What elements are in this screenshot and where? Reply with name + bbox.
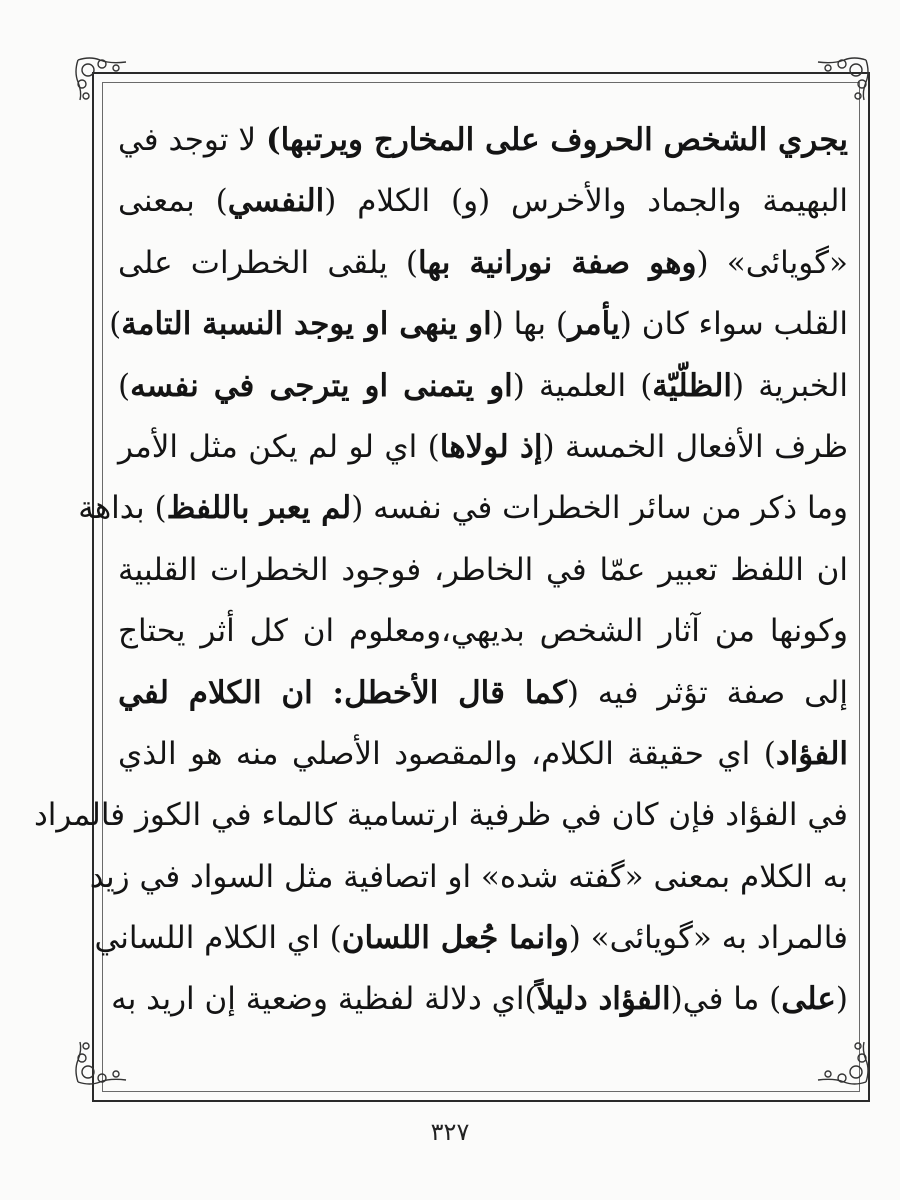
- text-segment: ) اي حقيقة الكلام، والمقصود الأصلي منه هو الذي: [118, 735, 776, 772]
- text-line: [118, 417, 848, 478]
- text-segment: ) العلمية (: [512, 367, 653, 404]
- bold-segment: يجري الشخص الحروف على المخارج ويرتبها): [265, 122, 848, 158]
- text-segment: إلى صفة تؤثر فيه (: [566, 674, 848, 711]
- bold-segment: الفؤاد دليلاً: [536, 981, 671, 1018]
- text-segment: وما ذكر من سائر الخطرات في نفسه (: [351, 490, 848, 527]
- text-line: [118, 233, 848, 294]
- text-line: [118, 110, 848, 171]
- bold-segment: وهو صفة نورانية بها: [418, 244, 697, 281]
- bold-segment: يأمر: [567, 306, 620, 343]
- text-segment: ): [109, 306, 122, 343]
- text-segment: ان اللفظ تعبير عمّا في الخاطر، فوجود الخطرات القلبية: [118, 551, 848, 588]
- bold-segment: الظلّيّة: [652, 367, 733, 404]
- bold-segment: لم يعبر باللفظ: [166, 490, 352, 527]
- text-line: [111, 969, 848, 1030]
- bold-segment: او ينهى او يوجد النسبة التامة: [121, 306, 492, 343]
- bold-segment: او يتمنى او يترجى في نفسه: [130, 367, 513, 404]
- text-line: [109, 294, 848, 355]
- bold-segment: الفؤاد: [775, 735, 848, 772]
- text-line: [78, 478, 848, 539]
- text-segment: ) بداهة: [78, 490, 167, 527]
- corner-ornament-top-right-icon: [804, 52, 874, 102]
- bold-segment: وانما جُعل اللسان: [341, 920, 569, 957]
- text-segment: ) ما في(: [670, 981, 782, 1018]
- text-segment: لا توجد في: [117, 122, 266, 158]
- text-segment: ) يلقى الخطرات على: [118, 244, 419, 281]
- text-segment: «گويائى» (: [696, 244, 848, 281]
- text-segment: ظرف الأفعال الخمسة (: [542, 428, 848, 465]
- text-segment: البهيمة والجماد والأخرس (و) الكلام (: [324, 183, 848, 220]
- corner-ornament-bottom-right-icon: [804, 1040, 874, 1090]
- text-line: [118, 724, 848, 785]
- text-line: [118, 356, 848, 417]
- page-number: ٣٢٧: [430, 1118, 470, 1146]
- text-segment: وكونها من آثار الشخص بديهي،ومعلوم ان كل أثر يحتاج: [118, 613, 848, 650]
- bold-segment: النفسي: [227, 183, 325, 220]
- text-segment: ): [118, 367, 131, 404]
- text-segment: به الكلام بمعنى «گفته شده» او اتصافية مثل السواد في زيد: [89, 858, 848, 895]
- text-segment: في الفؤاد فإن كان في ظرفية ارتسامية كالماء في الكوز فالمراد: [33, 797, 848, 834]
- text-segment: (: [835, 981, 848, 1018]
- text-segment: ) بها (: [491, 306, 568, 343]
- text-line: [118, 601, 848, 662]
- text-segment: )اي دلالة لفظية وضعية إن اريد به: [111, 981, 537, 1018]
- arabic-body-text: [33, 110, 848, 1031]
- text-segment: ) اي الكلام اللساني: [94, 920, 342, 957]
- text-segment: ) بمعنى: [118, 183, 228, 220]
- text-line: [118, 171, 848, 232]
- bold-segment: كما قال الأخطل: ان الكلام لفي: [118, 674, 567, 711]
- text-line: [33, 785, 848, 846]
- text-segment: فالمراد به «گويائى» (: [568, 920, 848, 957]
- bold-segment: إذ لولاها: [439, 428, 543, 465]
- bold-segment: على: [781, 981, 836, 1018]
- text-segment: الخبرية (: [732, 367, 848, 404]
- text-line: [94, 908, 848, 969]
- corner-ornament-top-left-icon: [70, 52, 140, 102]
- text-line: [118, 663, 848, 724]
- text-segment: ) اي لو لم يكن مثل الأمر: [118, 428, 440, 465]
- text-segment: القلب سواء كان (: [619, 306, 848, 343]
- corner-ornament-bottom-left-icon: [70, 1040, 140, 1090]
- text-line: [89, 847, 848, 908]
- text-line: [118, 540, 848, 601]
